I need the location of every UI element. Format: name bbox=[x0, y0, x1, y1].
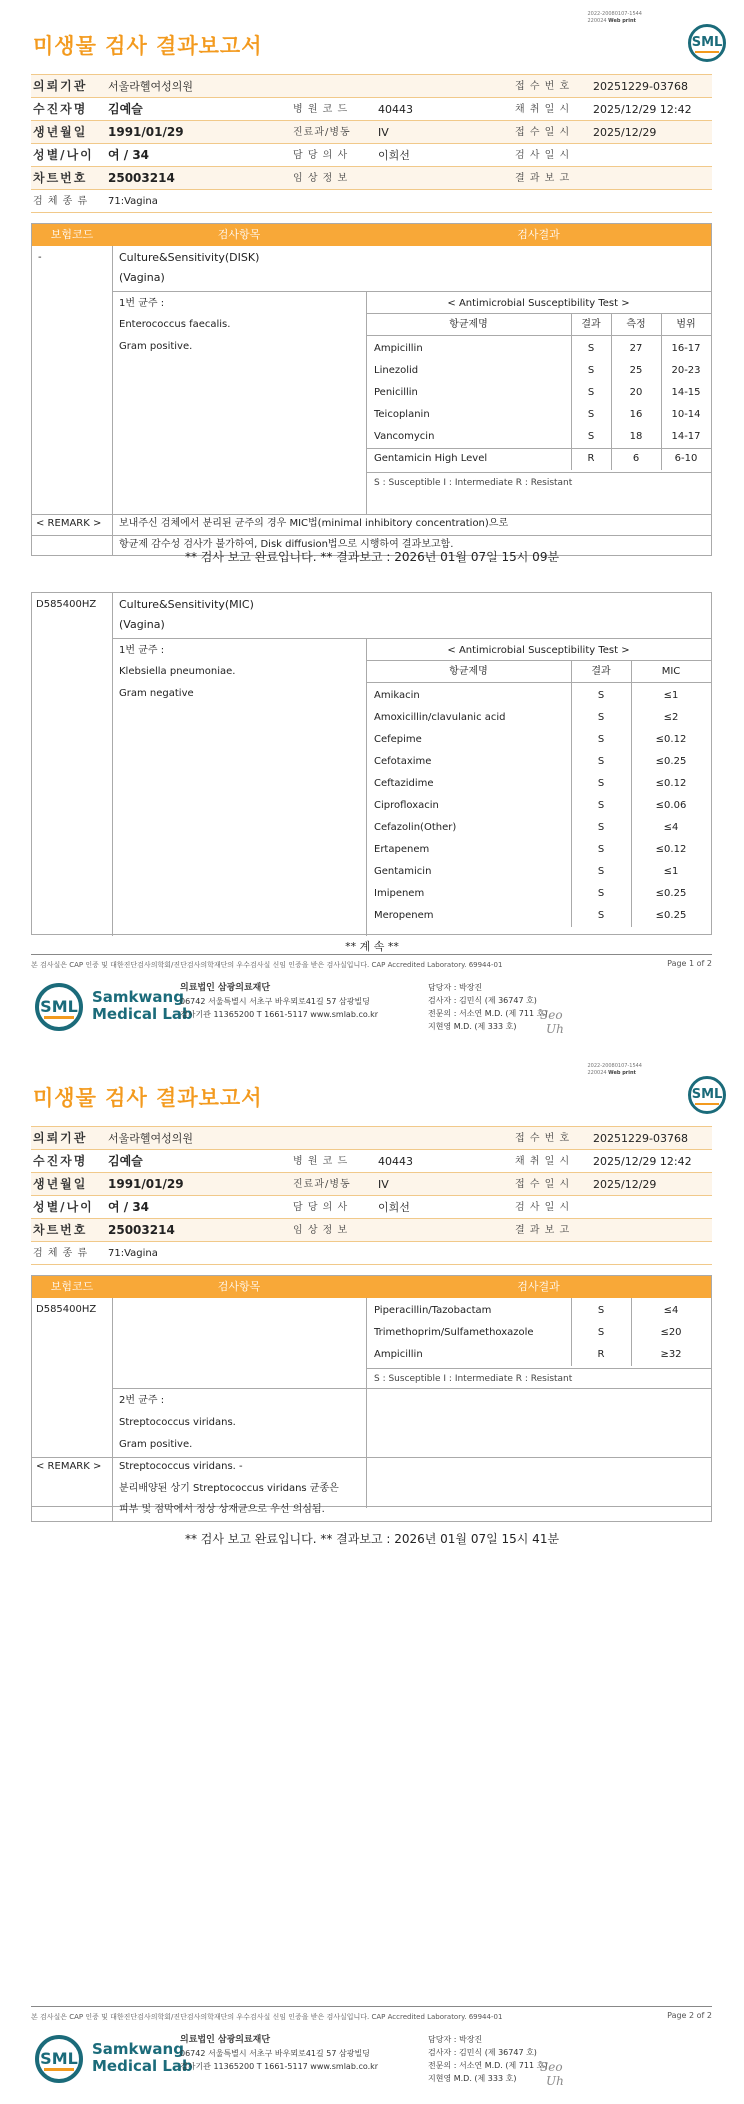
ast-cell: S bbox=[597, 1305, 605, 1316]
clinical-label: 임 상 정 보 bbox=[293, 1225, 349, 1236]
corp-info bbox=[180, 981, 378, 1021]
header-result: 검사결과 bbox=[517, 228, 560, 241]
ast-cell: S bbox=[597, 778, 605, 789]
dob-label: 생년월일 bbox=[33, 1177, 88, 1191]
ast-cell: R bbox=[587, 453, 595, 464]
organism-label: 2번 균주 : bbox=[119, 1395, 165, 1406]
ast-cell: ≤0.25 bbox=[655, 910, 687, 921]
divider bbox=[112, 638, 711, 639]
remark-line: 피부 및 점막에서 정상 상재균으로 우선 의심됨. bbox=[119, 1504, 325, 1515]
ast-cell: S bbox=[597, 822, 605, 833]
ast-cell: S bbox=[587, 409, 595, 420]
print-code-line-2 bbox=[587, 18, 642, 25]
ast-cell: ≤0.12 bbox=[655, 778, 687, 789]
collect-date-label: 채 취 일 시 bbox=[515, 104, 571, 115]
brand-line: Samkwang bbox=[92, 2040, 184, 2058]
divider bbox=[112, 1456, 113, 1522]
ast-cell: S bbox=[597, 756, 605, 767]
sex-age-label: 성별/나이 bbox=[33, 1200, 94, 1214]
ast-cell: Piperacillin/Tazobactam bbox=[374, 1305, 492, 1316]
divider bbox=[112, 593, 113, 936]
info-row bbox=[31, 1242, 712, 1265]
ast-cell: S bbox=[587, 343, 595, 354]
ast-cell: Ertapenem bbox=[374, 844, 430, 855]
divider bbox=[571, 661, 572, 927]
ast-cell: ≤4 bbox=[663, 822, 679, 833]
dob-value: 1991/01/29 bbox=[108, 125, 184, 139]
info-row bbox=[31, 1196, 712, 1219]
test-name: Culture&Sensitivity(MIC) bbox=[119, 598, 254, 611]
ast-column-header: MIC bbox=[661, 666, 681, 677]
chart-no-label: 차트번호 bbox=[33, 171, 88, 185]
ast-cell: S bbox=[597, 690, 605, 701]
divider bbox=[611, 314, 612, 470]
specimen-value: 71:Vagina bbox=[108, 196, 158, 207]
result-report-label: 결 과 보 고 bbox=[515, 173, 571, 184]
divider bbox=[661, 314, 662, 470]
insurance-code: D585400HZ bbox=[36, 1304, 97, 1315]
ast-cell: 14-17 bbox=[671, 431, 701, 442]
divider bbox=[112, 291, 711, 292]
institution-label: 의뢰기관 bbox=[33, 79, 88, 93]
staff-info bbox=[428, 981, 547, 1033]
header-item: 검사항목 bbox=[217, 1280, 261, 1293]
ast-cell: S bbox=[597, 910, 605, 921]
staff-line: 담당자 : 박장진 bbox=[428, 983, 483, 992]
print-code-line-2 bbox=[587, 1070, 642, 1077]
page-number: Page 1 of 2 bbox=[667, 959, 712, 968]
receipt-date-label: 접 수 일 시 bbox=[515, 127, 571, 138]
continued-notice: ** 계 속 ** bbox=[345, 940, 399, 953]
ast-cell: S bbox=[597, 800, 605, 811]
info-row bbox=[31, 1173, 712, 1196]
result-report-label: 결 과 보 고 bbox=[515, 1225, 571, 1236]
patient-info-table bbox=[31, 74, 712, 213]
info-row bbox=[31, 1127, 712, 1150]
header-code: 보험코드 bbox=[50, 1280, 94, 1293]
organism-name: Enterococcus faecalis. bbox=[119, 319, 231, 330]
collect-date-label: 채 취 일 시 bbox=[515, 1156, 571, 1167]
institution-value: 서울라헬여성의원 bbox=[108, 80, 194, 93]
staff-line: 전문의 : 서소연 M.D. (제 711 호) bbox=[428, 2061, 548, 2070]
specimen-label: 검 체 종 류 bbox=[33, 1248, 89, 1259]
receipt-no-label: 접 수 번 호 bbox=[515, 1133, 571, 1144]
corp-contact: 검사기관 11365200 T 1661-5117 www.smlab.co.kr bbox=[180, 2062, 379, 2071]
ast-cell: 10-14 bbox=[671, 409, 701, 420]
sex-age-label: 성별/나이 bbox=[33, 148, 94, 162]
report-complete-notice: ** 검사 보고 완료입니다. ** 결과보고 : 2026년 01월 07일 15시 41분 bbox=[184, 1532, 560, 1546]
grid-header bbox=[32, 224, 711, 246]
ast-cell: S bbox=[587, 365, 595, 376]
ast-cell: Trimethoprim/Sulfamethoxazole bbox=[374, 1327, 534, 1338]
signature bbox=[540, 1008, 564, 1036]
ast-column-header: 결과 bbox=[581, 319, 601, 330]
gram-stain: Gram positive. bbox=[119, 1439, 193, 1450]
ast-cell: Cefotaxime bbox=[374, 756, 432, 767]
chart-no-value: 25003214 bbox=[108, 171, 175, 185]
dept-value: IV bbox=[378, 126, 389, 139]
ast-cell: 20 bbox=[629, 387, 643, 398]
corp-name: 의료법인 삼광의료재단 bbox=[180, 2035, 271, 2045]
ast-cell: Vancomycin bbox=[374, 431, 435, 442]
sex-age-value: 여 / 34 bbox=[108, 1200, 150, 1214]
ast-cell: Penicillin bbox=[374, 387, 418, 398]
remark-line: 분리배양된 상기 Streptococcus viridans 균종은 bbox=[119, 1483, 339, 1494]
remark-line: 항균제 감수성 검사가 불가하여, Disk diffusion법으로 시행하여 결과보고함. bbox=[119, 539, 454, 550]
brand-line: Medical Lab bbox=[92, 2057, 193, 2075]
test-specimen: (Vagina) bbox=[119, 618, 165, 631]
ast-cell: S bbox=[587, 431, 595, 442]
sex-age-value: 여 / 34 bbox=[108, 148, 150, 162]
header-result: 검사결과 bbox=[517, 1280, 560, 1293]
ast-cell: Ciprofloxacin bbox=[374, 800, 439, 811]
ast-cell: Ampicillin bbox=[374, 1349, 423, 1360]
dept-label: 진료과/병동 bbox=[293, 127, 351, 138]
specimen-label: 검 체 종 류 bbox=[33, 196, 89, 207]
ast-cell: Imipenem bbox=[374, 888, 425, 899]
receipt-no-label: 접 수 번 호 bbox=[515, 81, 571, 92]
ast-cell: Gentamicin bbox=[374, 866, 432, 877]
ast-cell: Meropenem bbox=[374, 910, 434, 921]
patient-info-table bbox=[31, 1126, 712, 1265]
staff-info bbox=[428, 2033, 547, 2085]
signature bbox=[540, 2060, 564, 2088]
ast-cell: 14-15 bbox=[671, 387, 701, 398]
ast-cell: 16 bbox=[629, 409, 643, 420]
ast-cell: 20-23 bbox=[671, 365, 701, 376]
sml-logo: SML bbox=[688, 1076, 726, 1114]
ast-cell: Amoxicillin/clavulanic acid bbox=[374, 712, 506, 723]
insurance-code: - bbox=[38, 252, 42, 263]
ast-cell: Ampicillin bbox=[374, 343, 423, 354]
page-number: Page 2 of 2 bbox=[667, 2011, 712, 2020]
doctor-label: 담 당 의 사 bbox=[293, 150, 349, 161]
corp-name: 의료법인 삼광의료재단 bbox=[180, 983, 271, 993]
ast-column-header: 범위 bbox=[676, 319, 696, 330]
signature-line: Uh bbox=[546, 2074, 564, 2088]
institution-value: 서울라헬여성의원 bbox=[108, 1132, 194, 1145]
chart-no-value: 25003214 bbox=[108, 1223, 175, 1237]
print-code bbox=[587, 1063, 642, 1077]
certification-text: 본 검사실은 CAP 인증 및 대한진단검사의학회/진단검사의학재단의 우수검사실 신임 인증을 받은 검사실입니다. CAP Accredited Laboratory. 69944-01 bbox=[31, 2013, 503, 2021]
ast-cell: S bbox=[597, 712, 605, 723]
remark-label: < REMARK > bbox=[36, 518, 102, 529]
ast-cell: 27 bbox=[629, 343, 643, 354]
ast-cell: Amikacin bbox=[374, 690, 420, 701]
remark-box bbox=[31, 1456, 712, 1522]
certification-text: 본 검사실은 CAP 인증 및 대한진단검사의학회/진단검사의학재단의 우수검사실 신임 인증을 받은 검사실입니다. CAP Accredited Laboratory. 69944-01 bbox=[31, 961, 503, 969]
signature-line: Seo bbox=[540, 2060, 563, 2074]
divider bbox=[366, 682, 711, 683]
ast-cell: 18 bbox=[629, 431, 643, 442]
ast-cell: ≤4 bbox=[663, 1305, 679, 1316]
test-date-label: 검 사 일 시 bbox=[515, 1202, 571, 1213]
ast-cell: 6-10 bbox=[674, 453, 698, 464]
insurance-code: D585400HZ bbox=[36, 599, 97, 610]
staff-line: 검사자 : 김민식 (제 36747 호) bbox=[428, 996, 537, 1005]
brand-name bbox=[92, 2041, 193, 2075]
organism-label: 1번 균주 : bbox=[119, 645, 165, 656]
ast-legend: S : Susceptible I : Intermediate R : Resistant bbox=[374, 1374, 573, 1384]
dob-value: 1991/01/29 bbox=[108, 1177, 184, 1191]
ast-column-header: 결과 bbox=[591, 666, 611, 677]
footer-divider bbox=[31, 2006, 712, 2007]
receipt-date-value: 2025/12/29 bbox=[593, 126, 657, 139]
hospital-code-value: 40443 bbox=[378, 1155, 413, 1168]
brand-name bbox=[92, 989, 193, 1023]
info-row bbox=[31, 98, 712, 121]
info-row bbox=[31, 75, 712, 98]
ast-cell: ≤0.25 bbox=[655, 756, 687, 767]
staff-line: 전문의 : 서소연 M.D. (제 711 호) bbox=[428, 1009, 548, 1018]
ast-cell: ≤0.12 bbox=[655, 734, 687, 745]
info-row bbox=[31, 1150, 712, 1173]
receipt-no-value: 20251229-03768 bbox=[593, 1132, 688, 1145]
print-code-label: Web print bbox=[608, 1070, 636, 1076]
ast-legend: S : Susceptible I : Intermediate R : Resistant bbox=[374, 478, 573, 488]
ast-column-header: 측정 bbox=[626, 319, 646, 330]
staff-line: 지현영 M.D. (제 333 호) bbox=[428, 1022, 517, 1031]
divider bbox=[112, 246, 113, 514]
ast-cell: S bbox=[597, 1327, 605, 1338]
ast-cell: R bbox=[597, 1349, 605, 1360]
disk-result-grid bbox=[31, 223, 712, 536]
ast-cell: ≤1 bbox=[663, 690, 679, 701]
brand-line: Medical Lab bbox=[92, 1005, 193, 1023]
ast-cell: ≤20 bbox=[660, 1327, 682, 1338]
hospital-code-label: 병 원 코 드 bbox=[293, 104, 349, 115]
hospital-code-label: 병 원 코 드 bbox=[293, 1156, 349, 1167]
ast-title: < Antimicrobial Susceptibility Test > bbox=[447, 645, 630, 656]
print-code-line-1: 2022-20080107-1544 bbox=[587, 1063, 642, 1069]
grid-header bbox=[32, 1276, 711, 1298]
organism-label: 1번 균주 : bbox=[119, 298, 165, 309]
ast-cell: Teicoplanin bbox=[374, 409, 430, 420]
signature-line: Seo bbox=[540, 1008, 563, 1022]
staff-line: 담당자 : 박장진 bbox=[428, 2035, 483, 2044]
sml-logo: SML bbox=[688, 24, 726, 62]
patient-label: 수진자명 bbox=[33, 102, 88, 116]
ast-column-header: 항균제명 bbox=[449, 666, 488, 677]
divider bbox=[631, 661, 632, 927]
report-page-2 bbox=[0, 1052, 744, 2104]
print-code-num: 220024 bbox=[587, 1070, 607, 1076]
remark-label: < REMARK > bbox=[36, 1461, 102, 1472]
divider bbox=[366, 335, 711, 336]
brand-line: Samkwang bbox=[92, 988, 184, 1006]
mic-result-grid bbox=[31, 592, 712, 935]
print-code-num: 220024 bbox=[587, 18, 607, 24]
divider bbox=[571, 314, 572, 470]
ast-cell: 6 bbox=[632, 453, 640, 464]
print-code-line-1: 2022-20080107-1544 bbox=[587, 11, 642, 17]
test-specimen: (Vagina) bbox=[119, 271, 165, 284]
divider bbox=[571, 1298, 572, 1366]
test-name: Culture&Sensitivity(DISK) bbox=[119, 251, 260, 264]
footer-divider bbox=[31, 954, 712, 955]
corp-address: 06742 서울특별시 서초구 바우뫼로41길 57 삼광빌딩 bbox=[180, 2049, 370, 2058]
ast-cell: ≤1 bbox=[663, 866, 679, 877]
info-row bbox=[31, 121, 712, 144]
staff-line: 검사자 : 김민식 (제 36747 호) bbox=[428, 2048, 537, 2057]
ast-cell: 25 bbox=[629, 365, 643, 376]
hospital-code-value: 40443 bbox=[378, 103, 413, 116]
info-row bbox=[31, 144, 712, 167]
ast-cell: S bbox=[597, 888, 605, 899]
report-title: 미생물 검사 결과보고서 bbox=[33, 1086, 263, 1110]
ast-cell: ≤0.25 bbox=[655, 888, 687, 899]
sml-logo-large: SML bbox=[35, 983, 83, 1031]
organism-name: Streptococcus viridans. bbox=[119, 1417, 236, 1428]
ast-cell: S bbox=[597, 734, 605, 745]
ast-cell: ≤0.12 bbox=[655, 844, 687, 855]
ast-title: < Antimicrobial Susceptibility Test > bbox=[447, 298, 630, 309]
dept-value: IV bbox=[378, 1178, 389, 1191]
dob-label: 생년월일 bbox=[33, 125, 88, 139]
sml-logo-large: SML bbox=[35, 2035, 83, 2083]
report-complete-notice: ** 검사 보고 완료입니다. ** 결과보고 : 2026년 01월 07일 15시 09분 bbox=[184, 550, 560, 564]
ast-cell: 16-17 bbox=[671, 343, 701, 354]
staff-line: 지현영 M.D. (제 333 호) bbox=[428, 2074, 517, 2083]
patient-label: 수진자명 bbox=[33, 1154, 88, 1168]
organism-name: Klebsiella pneumoniae. bbox=[119, 666, 236, 677]
collect-date-value: 2025/12/29 12:42 bbox=[593, 1155, 692, 1168]
report-title: 미생물 검사 결과보고서 bbox=[33, 34, 263, 58]
corp-contact: 검사기관 11365200 T 1661-5117 www.smlab.co.kr bbox=[180, 1010, 379, 1019]
gram-stain: Gram negative bbox=[119, 688, 194, 699]
doctor-value: 이희선 bbox=[378, 1201, 410, 1214]
institution-label: 의뢰기관 bbox=[33, 1131, 88, 1145]
patient-value: 김예슬 bbox=[108, 102, 143, 116]
ast-cell: Gentamicin High Level bbox=[374, 453, 488, 464]
ast-column-header: 항균제명 bbox=[449, 319, 488, 330]
corp-address: 06742 서울특별시 서초구 바우뫼로41길 57 삼광빌딩 bbox=[180, 997, 370, 1006]
test-date-label: 검 사 일 시 bbox=[515, 150, 571, 161]
ast-cell: S bbox=[597, 866, 605, 877]
specimen-value: 71:Vagina bbox=[108, 1248, 158, 1259]
chart-no-label: 차트번호 bbox=[33, 1223, 88, 1237]
doctor-value: 이희선 bbox=[378, 149, 410, 162]
doctor-label: 담 당 의 사 bbox=[293, 1202, 349, 1213]
divider bbox=[631, 1298, 632, 1366]
patient-value: 김예슬 bbox=[108, 1154, 143, 1168]
ast-cell: Ceftazidime bbox=[374, 778, 434, 789]
receipt-date-label: 접 수 일 시 bbox=[515, 1179, 571, 1190]
clinical-label: 임 상 정 보 bbox=[293, 173, 349, 184]
dept-label: 진료과/병동 bbox=[293, 1179, 351, 1190]
ast-cell: ≤2 bbox=[663, 712, 679, 723]
ast-cell: S bbox=[597, 844, 605, 855]
ast-cell: ≥32 bbox=[660, 1349, 682, 1360]
ast-cell: S bbox=[587, 387, 595, 398]
info-row bbox=[31, 167, 712, 190]
ast-cell: ≤0.06 bbox=[655, 800, 687, 811]
ast-cell: Cefepime bbox=[374, 734, 422, 745]
receipt-no-value: 20251229-03768 bbox=[593, 80, 688, 93]
corp-info bbox=[180, 2033, 378, 2073]
remark-line: Streptococcus viridans. - bbox=[119, 1461, 243, 1472]
header-item: 검사항목 bbox=[217, 228, 261, 241]
remark-line: 보내주신 검체에서 분리된 균주의 경우 MIC법(minimal inhibitory concentration)으로 bbox=[119, 518, 509, 529]
divider bbox=[112, 1388, 711, 1389]
header-code: 보험코드 bbox=[50, 228, 94, 241]
info-row bbox=[31, 1219, 712, 1242]
print-code-label: Web print bbox=[608, 18, 636, 24]
ast-cell: Cefazolin(Other) bbox=[374, 822, 457, 833]
print-code bbox=[587, 11, 642, 25]
signature-line: Uh bbox=[546, 1022, 564, 1036]
ast-cell: Linezolid bbox=[374, 365, 419, 376]
collect-date-value: 2025/12/29 12:42 bbox=[593, 103, 692, 116]
gram-stain: Gram positive. bbox=[119, 341, 193, 352]
receipt-date-value: 2025/12/29 bbox=[593, 1178, 657, 1191]
info-row bbox=[31, 190, 712, 213]
